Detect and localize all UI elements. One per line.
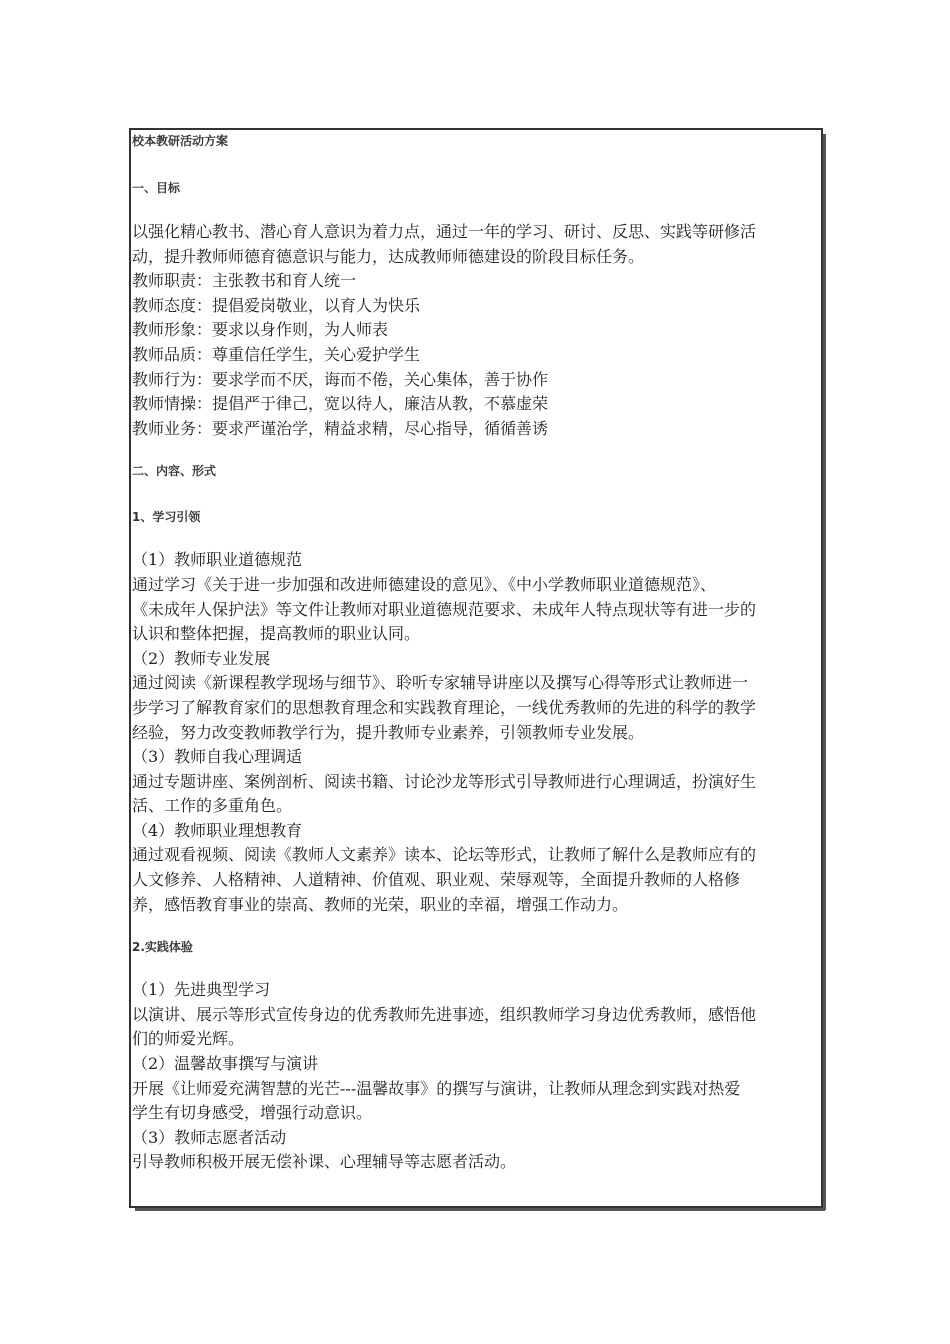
text-line: （2）温馨故事撰写与演讲 xyxy=(132,1054,319,1074)
text-line: 教师情操：提倡严于律己，宽以待人，廉洁从教，不慕虚荣 xyxy=(132,394,549,414)
text-line: （1）先进典型学习 xyxy=(132,980,271,1000)
text-line: 学生有切身感受，增强行动意识。 xyxy=(132,1103,373,1123)
study-paragraph xyxy=(132,548,884,917)
text-line: 引导教师积极开展无偿补课、心理辅导等志愿者活动。 xyxy=(132,1152,517,1172)
text-line: 教师行为：要求学而不厌，诲而不倦，关心集体，善于协作 xyxy=(132,369,549,389)
text-line: 认识和整体把握，提高教师的职业认同。 xyxy=(132,624,421,644)
text-line: （4）教师职业理想教育 xyxy=(132,820,303,840)
text-line: 通过学习《关于进一步加强和改进师德建设的意见》、《中小学教师职业道德规范》、 xyxy=(132,574,717,594)
text-line: 养，感悟教育事业的崇高、教师的光荣，职业的幸福，增强工作动力。 xyxy=(132,894,629,914)
text-line: 人文修养、人格精神、人道精神、价值观、职业观、荣辱观等，全面提升教师的人格修 xyxy=(132,870,741,890)
text-line: 《未成年人保护法》等文件让教师对职业道德规范要求、未成年人特点现状等有进一步的 xyxy=(132,599,757,619)
text-line: 教师品质：尊重信任学生，关心爱护学生 xyxy=(132,344,421,364)
document-title: 校本教研活动方案 xyxy=(132,134,229,148)
frame-shadow-bottom xyxy=(135,1208,825,1211)
subsection-heading-practice: 2.实践体验 xyxy=(132,940,193,955)
text-line: 通过专题讲座、案例剖析、阅读书籍、讨论沙龙等形式引导教师进行心理调适，扮演好生 xyxy=(132,771,757,791)
practice-paragraph xyxy=(132,978,884,1175)
text-line: 以强化精心教书、潜心育人意识为着力点，通过一年的学习、研讨、反思、实践等研修活 xyxy=(132,222,757,241)
text-line: （3）教师志愿者活动 xyxy=(132,1127,287,1147)
text-line: 教师形象：要求以身作则，为人师表 xyxy=(132,320,389,340)
text-line: 教师业务：要求严谨治学，精益求精，尽心指导，循循善诱 xyxy=(132,418,549,438)
document-content xyxy=(132,133,884,1175)
text-line: （2）教师专业发展 xyxy=(132,648,271,668)
text-line: 通过阅读《新课程教学现场与细节》、聆听专家辅导讲座以及撰写心得等形式让教师进一 xyxy=(132,673,749,693)
section-heading-goals: 一、目标 xyxy=(132,181,181,195)
text-line: 们的师爱光辉。 xyxy=(132,1029,245,1049)
goals-paragraph xyxy=(132,220,884,441)
section-heading-content: 二、内容、形式 xyxy=(132,464,217,479)
text-line: 步学习了解教育家们的思想教育理念和实践教育理论，一线优秀教师的先进的科学的教学 xyxy=(132,697,757,717)
text-line: 教师态度：提倡爱岗敬业，以育人为快乐 xyxy=(132,295,421,315)
text-line: 通过观看视频、阅读《教师人文素养》读本、论坛等形式，让教师了解什么是教师应有的 xyxy=(132,845,757,865)
subsection-heading-study: 1、学习引领 xyxy=(132,510,201,525)
text-line: （3）教师自我心理调适 xyxy=(132,747,303,767)
text-line: 活、工作的多重角色。 xyxy=(132,796,293,816)
text-line: 教师职责：主张教书和育人统一 xyxy=(132,271,357,291)
text-line: 以演讲、展示等形式宣传身边的优秀教师先进事迹，组织教师学习身边优秀教师，感悟他 xyxy=(132,1004,757,1024)
text-line: 开展《让师爱充满智慧的光芒---温馨故事》的撰写与演讲，让教师从理念到实践对热爱 xyxy=(132,1078,741,1098)
text-line: 动，提升教师师德育德意识与能力，达成教师师德建设的阶段目标任务。 xyxy=(132,246,645,266)
text-line: （1）教师职业道德规范 xyxy=(132,550,303,570)
text-line: 经验，努力改变教师教学行为，提升教师专业素养，引领教师专业发展。 xyxy=(132,722,645,742)
